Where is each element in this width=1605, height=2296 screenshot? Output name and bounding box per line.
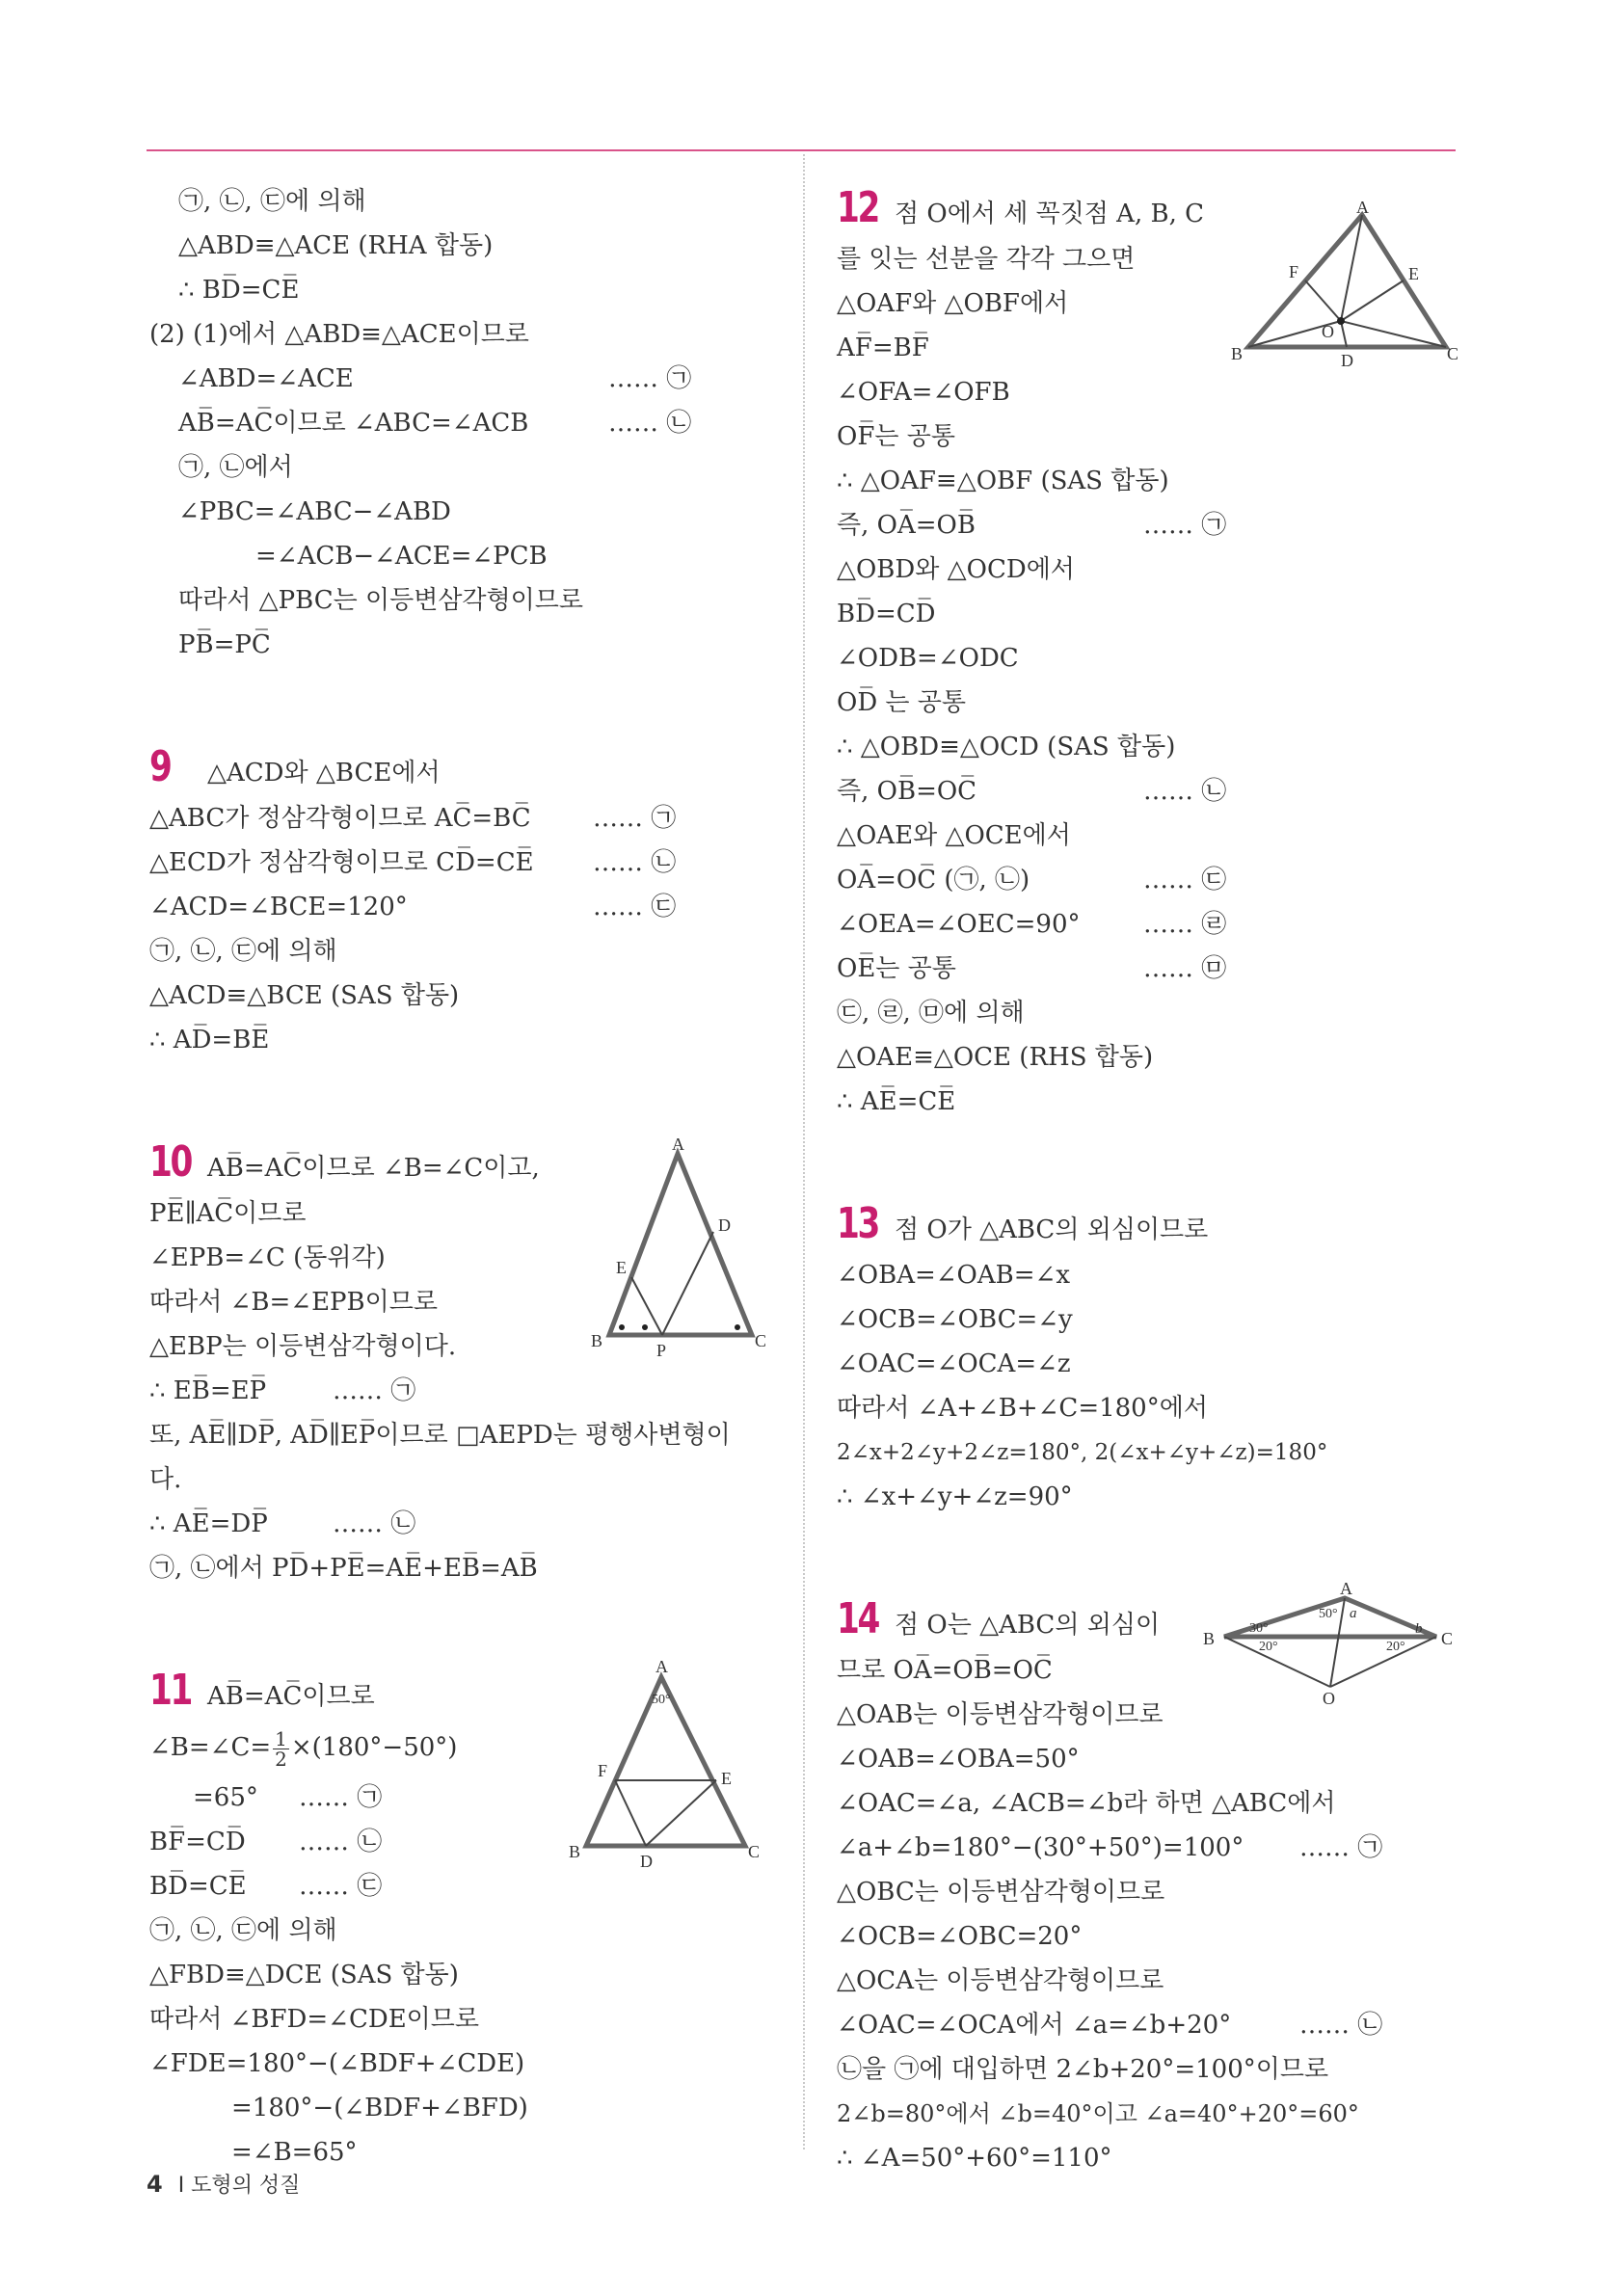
solution-line: 다.	[149, 1465, 182, 1494]
label-O: O	[1322, 322, 1334, 341]
segment-OF	[1305, 280, 1341, 321]
solution-line	[837, 947, 1463, 991]
problem-first-line: 점 O가 △ABC의 외심이므로	[895, 1215, 1209, 1244]
label-E: E	[721, 1769, 732, 1788]
equation-text: AB̅=AC̅이므로 ∠ABC=∠ACB	[178, 409, 529, 438]
equation-text: △ABC가 정삼각형이므로 AC̅=BC̅	[149, 804, 531, 833]
problem-first-line: 점 O에서 세 꼭짓점 A, B, C	[895, 200, 1205, 228]
solution-line	[149, 357, 776, 401]
solution-line: ㉠, ㉡에서 PD̅+PE̅=AE̅+EB̅=AB̅	[149, 1554, 538, 1583]
label-angle-A: 50°	[652, 1693, 671, 1707]
denominator: 2	[275, 1747, 287, 1771]
mark-label: …… ㉠	[608, 364, 692, 393]
label-F: F	[1289, 262, 1299, 281]
solution-line: ∠ODB=∠ODC	[837, 644, 1019, 673]
solution-line	[149, 401, 776, 445]
solution-line: ㉠, ㉡, ㉢에 의해	[178, 187, 366, 216]
top-rule	[147, 149, 1456, 151]
solution-line: ∠PBC=∠ABC−∠ABD	[178, 497, 451, 526]
solution-line	[149, 1502, 776, 1546]
solution-line: ∠OCB=∠OBC=∠y	[837, 1305, 1073, 1334]
solution-line	[837, 1826, 1463, 1870]
angle-b: b	[1415, 1621, 1423, 1637]
solution-line: △ACD≡△BCE (SAS 합동)	[149, 981, 460, 1010]
problem-number: 10	[149, 1137, 192, 1187]
mark-label: …… ㉠	[593, 804, 677, 833]
label-B: B	[591, 1331, 603, 1350]
solution-line: 또, AE̅∥DP̅, AD̅∥EP̅이므로 □AEPD는 평행사변형이	[149, 1421, 731, 1450]
equation-text: ∠a+∠b=180°−(30°+50°)=100°	[837, 1833, 1244, 1862]
angle-mark-C	[735, 1324, 740, 1330]
solution-line: ∠OCB=∠OBC=20°	[837, 1922, 1083, 1951]
page-footer	[147, 2169, 300, 2199]
equation-text: ∠OEA=∠OEC=90°	[837, 910, 1081, 939]
label-F: F	[598, 1761, 608, 1780]
solution-line: ∠OAC=∠a, ∠ACB=∠b라 하면 △ABC에서	[837, 1789, 1336, 1818]
label-C: C	[1447, 344, 1459, 363]
equation-text: =65°	[193, 1783, 258, 1812]
solution-line	[837, 2003, 1463, 2047]
mark-label: …… ㉡	[1143, 777, 1227, 806]
solution-line: △FBD≡△DCE (SAS 합동)	[149, 1961, 459, 1989]
solution-line	[837, 902, 1463, 947]
solution-line: ∠OAC=∠OCA=∠z	[837, 1349, 1071, 1378]
problem-number: 13	[837, 1199, 879, 1248]
triangle-outline	[609, 1154, 752, 1335]
mark-label: …… ㉡	[333, 1509, 416, 1538]
equation-text: ∠ABD=∠ACE	[178, 364, 354, 393]
solution-line: 따라서 ∠B=∠EPB이므로	[149, 1288, 439, 1317]
solution-line: ∠OAB=∠OBA=50°	[837, 1745, 1080, 1774]
solution-line: ∴ ∠x+∠y+∠z=90°	[837, 1482, 1073, 1511]
equation-text: ∠B=∠C=	[149, 1733, 272, 1762]
section-title: Ⅰ 도형의 성질	[177, 2174, 301, 2198]
segment-OC	[1330, 1637, 1436, 1687]
solution-line	[149, 885, 776, 929]
mark-label: …… ㉡	[593, 848, 677, 877]
solution-line: OF̅는 공통	[837, 422, 955, 451]
label-A: A	[1356, 198, 1369, 217]
solution-line: △ABD≡△ACE (RHA 합동)	[178, 231, 494, 260]
figure-14-triangle	[1195, 1581, 1465, 1710]
problem-first-line: AB̅=AC̅이므로	[207, 1682, 375, 1711]
label-P: P	[656, 1341, 667, 1360]
label-A: A	[655, 1657, 668, 1676]
equation-text: ∠ACD=∠BCE=120°	[149, 893, 408, 921]
label-O: O	[1323, 1689, 1335, 1706]
angle-20-right: 20°	[1386, 1640, 1405, 1654]
solution-line: △EBP는 이등변삼각형이다.	[149, 1332, 457, 1361]
equation-text: OA̅=OC̅ (㉠, ㉡)	[837, 866, 1030, 894]
solution-line: ∴ AE̅=CE̅	[837, 1087, 956, 1116]
solution-line: PE̅∥AC̅이므로	[149, 1199, 307, 1228]
problem-first-line: 점 O는 △ABC의 외심이	[895, 1611, 1161, 1640]
label-E: E	[1408, 264, 1419, 283]
label-A: A	[1340, 1581, 1352, 1598]
mark-label: …… ㉠	[1143, 511, 1227, 540]
solution-line: ㉠, ㉡, ㉢에 의해	[149, 937, 337, 966]
solution-line	[837, 503, 1463, 547]
equation-text: △ECD가 정삼각형이므로 CD̅=CE̅	[149, 848, 534, 877]
problem-first-line: AB̅=AC̅이므로 ∠B=∠C이고,	[207, 1154, 540, 1183]
equation-text: 즉, OB̅=OC̅	[837, 777, 977, 806]
label-B: B	[1231, 344, 1244, 363]
segment-PD	[662, 1232, 713, 1335]
solution-line: ∴ AD̅=BE̅	[149, 1026, 270, 1055]
mark-label: …… ㉡	[299, 1828, 383, 1856]
mark-label: …… ㉠	[333, 1376, 416, 1405]
problem-number: 11	[149, 1666, 192, 1715]
mark-label: …… ㉢	[1143, 866, 1227, 894]
numerator: 1	[275, 1726, 287, 1750]
equation-text: ×(180°−50°)	[290, 1733, 458, 1762]
solution-line: △OCA는 이등변삼각형이므로	[837, 1966, 1164, 1995]
solution-line: 2∠x+2∠y+2∠z=180°, 2(∠x+∠y+∠z)=180°	[837, 1440, 1328, 1465]
equation-text: BD̅=CE̅	[149, 1872, 247, 1901]
solution-line: 따라서 ∠BFD=∠CDE이므로	[149, 2005, 480, 2034]
solution-line: ㉢, ㉣, ㉤에 의해	[837, 999, 1025, 1028]
solution-line: ∴ BD̅=CE̅	[178, 276, 300, 305]
label-D: D	[1341, 351, 1353, 366]
equation-text: BF̅=CD̅	[149, 1828, 246, 1856]
solution-line	[149, 1369, 776, 1413]
solution-line	[837, 769, 1463, 814]
mark-label: …… ㉣	[1143, 910, 1227, 939]
angle-mark-B	[619, 1324, 625, 1330]
segment-OE	[1341, 280, 1404, 321]
solution-line: △OAB는 이등변삼각형이므로	[837, 1700, 1164, 1729]
equation-text: OE̅는 공통	[837, 954, 956, 983]
label-D: D	[718, 1215, 731, 1235]
problem-number: 14	[837, 1594, 879, 1643]
solution-line	[149, 841, 776, 885]
solution-line: 를 잇는 선분을 각각 그으면	[837, 245, 1136, 274]
solution-line: △OBC는 이등변삼각형이므로	[837, 1878, 1165, 1907]
solution-line: ∴ △OBD≡△OCD (SAS 합동)	[837, 733, 1176, 761]
solution-line: △OAE와 △OCE에서	[837, 821, 1071, 850]
angle-30: 30°	[1249, 1621, 1269, 1636]
solution-line: 2∠b=80°에서 ∠b=40°이고 ∠a=40°+20°=60°	[837, 2100, 1359, 2127]
solution-line: ∴ △OAF≡△OBF (SAS 합동)	[837, 467, 1169, 495]
problem-number: 9	[149, 742, 171, 791]
solution-line: PB̅=PC̅	[178, 630, 271, 659]
solution-line: 따라서 ∠A+∠B+∠C=180°에서	[837, 1394, 1208, 1423]
mark-label: …… ㉠	[1299, 1833, 1383, 1862]
angle-50: 50°	[1319, 1607, 1338, 1621]
solution-line: AF̅=BF̅	[837, 334, 929, 362]
problem-number: 12	[837, 183, 879, 232]
mark-label: …… ㉡	[608, 409, 692, 438]
angle-mark-P	[642, 1324, 648, 1330]
page-number: 4	[147, 2171, 163, 2198]
label-E: E	[616, 1258, 627, 1277]
solution-line: ∠OBA=∠OAB=∠x	[837, 1261, 1070, 1290]
label-B: B	[569, 1842, 581, 1861]
solution-line: △OBD와 △OCD에서	[837, 555, 1075, 584]
solution-line: ∠FDE=180°−(∠BDF+∠CDE)	[149, 2049, 525, 2078]
solution-line: △OAF와 △OBF에서	[837, 289, 1069, 318]
figure-10-triangle	[583, 1133, 776, 1368]
point-O	[1337, 317, 1345, 325]
label-D: D	[640, 1852, 653, 1871]
solution-line: ㉠, ㉡에서	[178, 453, 293, 482]
figure-12-triangle	[1229, 198, 1460, 370]
equation-text: ∴ EB̅=EP̅	[149, 1376, 267, 1405]
problem-first-line: △ACD와 △BCE에서	[207, 759, 441, 788]
solution-line: 므로 OA̅=OB̅=OC̅	[837, 1656, 1053, 1685]
solution-line: ∠EPB=∠C (동위각)	[149, 1243, 386, 1272]
column-divider	[803, 154, 805, 2149]
fraction	[273, 1726, 289, 1771]
solution-line: △OAE≡△OCE (RHS 합동)	[837, 1043, 1154, 1072]
label-B: B	[1203, 1629, 1216, 1648]
mark-label: …… ㉤	[1143, 954, 1227, 983]
angle-20-left: 20°	[1259, 1640, 1278, 1654]
segment-DE	[646, 1780, 716, 1846]
figure-11-triangle	[557, 1653, 769, 1879]
solution-line: OD̅ 는 공통	[837, 688, 967, 717]
mark-label: …… ㉢	[299, 1872, 383, 1901]
segment-FD	[615, 1780, 646, 1846]
right-column	[837, 179, 1463, 2180]
equation-text: ∠OAC=∠OCA에서 ∠a=∠b+20°	[837, 2011, 1232, 2040]
solution-line: ㉡을 ㉠에 대입하면 2∠b+20°=100°이므로	[837, 2055, 1329, 2084]
label-C: C	[755, 1331, 767, 1350]
label-A: A	[672, 1135, 684, 1154]
segment-OD	[1341, 321, 1347, 347]
solution-line	[149, 796, 776, 841]
mark-label: …… ㉢	[593, 893, 677, 921]
solution-line	[837, 858, 1463, 902]
solution-line: 따라서 △PBC는 이등변삼각형이므로	[178, 586, 584, 615]
mark-label: …… ㉠	[299, 1783, 383, 1812]
label-C: C	[1441, 1629, 1454, 1648]
angle-a: a	[1350, 1606, 1357, 1621]
solution-line: =180°−(∠BDF+∠BFD)	[231, 2094, 528, 2122]
problem-9-header	[149, 738, 776, 796]
solution-line: (2) (1)에서 △ABD≡△ACE이므로	[149, 320, 529, 349]
equation-text: ∴ AE̅=DP̅	[149, 1509, 268, 1538]
solution-line: =∠B=65°	[231, 2138, 358, 2167]
solution-line: BD̅=CD̅	[837, 600, 936, 628]
solution-line: =∠ACB−∠ACE=∠PCB	[255, 542, 548, 571]
mark-label: …… ㉡	[1299, 2011, 1383, 2040]
solution-line: ∠OFA=∠OFB	[837, 378, 1010, 407]
solution-line: ∴ ∠A=50°+60°=110°	[837, 2144, 1112, 2173]
problem-13-header	[837, 1195, 1463, 1253]
equation-text: 즉, OA̅=OB̅	[837, 511, 976, 540]
label-C: C	[748, 1842, 761, 1861]
solution-line: ㉠, ㉡, ㉢에 의해	[149, 1916, 337, 1945]
